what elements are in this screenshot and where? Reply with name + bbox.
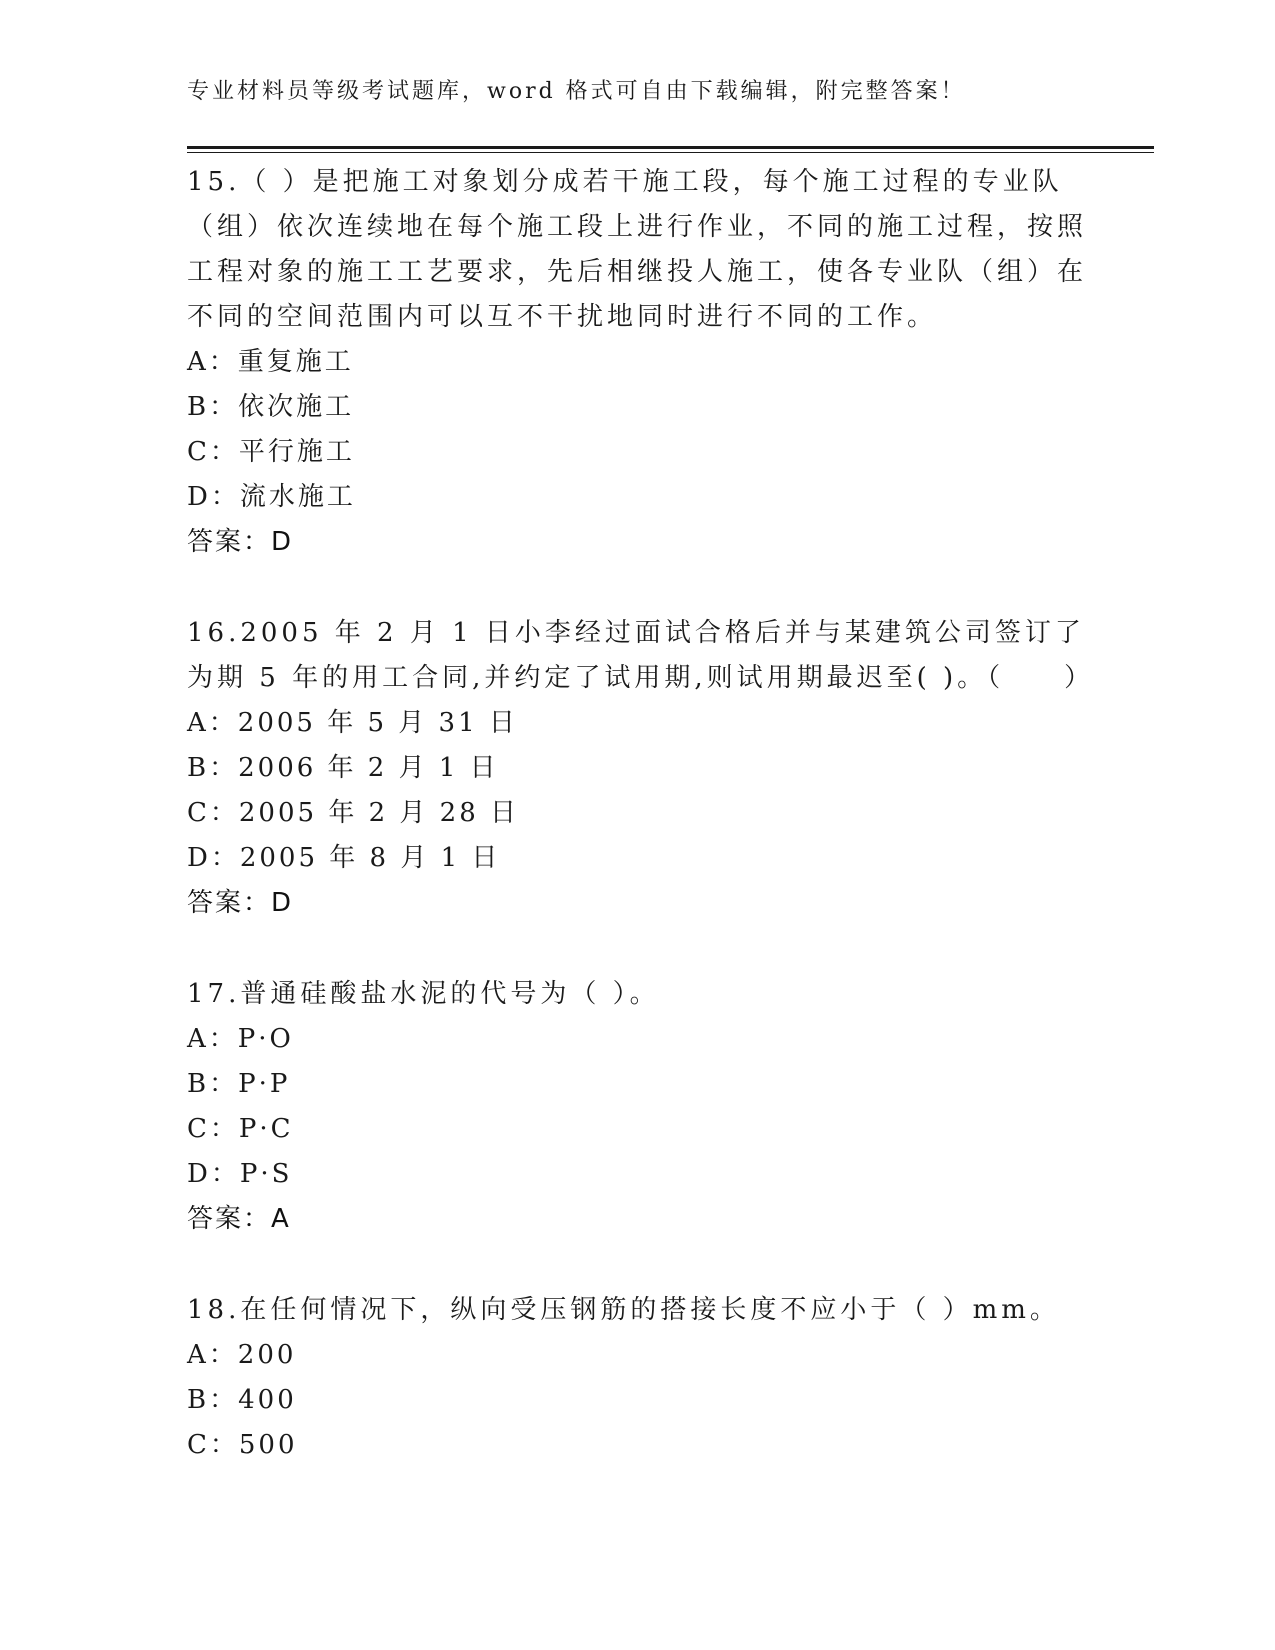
- option-list: [187, 1333, 1087, 1468]
- question-list: [187, 160, 1095, 1514]
- option-a: A：200: [187, 1340, 297, 1370]
- option-c: C：平行施工: [187, 437, 355, 467]
- option-list: [187, 340, 1087, 520]
- answer-label: 答案：A: [187, 1204, 291, 1234]
- option-d: D：2005 年 8 月 1 日: [187, 843, 501, 873]
- option-b: B：400: [187, 1385, 297, 1415]
- option-b: B：P·P: [187, 1069, 291, 1099]
- option-b: B：2006 年 2 月 1 日: [187, 753, 499, 783]
- option-c: C：2005 年 2 月 28 日: [187, 798, 520, 828]
- answer-label: 答案：D: [187, 527, 294, 557]
- option-c: C：500: [187, 1430, 298, 1460]
- option-b: B：依次施工: [187, 392, 355, 422]
- question-stem: 16.2005 年 2 月 1 日小李经过面试合格后并与某建筑公司签订了为期 5 年的用工合同,并约定了试用期,则试用期最迟至( )。（ ）: [187, 618, 1095, 693]
- question-17: [187, 972, 1087, 1242]
- option-d: D：流水施工: [187, 482, 356, 512]
- question-stem: 15.（ ）是把施工对象划分成若干施工段，每个施工过程的专业队（组）依次连续地在每个施工段上进行作业，不同的施工过程，按照工程对象的施工工艺要求，先后相继投人施工，使各专业队（组）在不同的空间范围内可以互不干扰地同时进行不同的工作。: [187, 167, 1088, 332]
- question-stem: 18.在任何情况下，纵向受压钢筋的搭接长度不应小于（ ）mm。: [187, 1295, 1060, 1325]
- page-header-text: 专业材料员等级考试题库，word 格式可自由下载编辑，附完整答案！: [187, 79, 966, 104]
- answer-label: 答案：D: [187, 888, 294, 918]
- header-divider: [187, 146, 1154, 153]
- question-stem: 17.普通硅酸盐水泥的代号为（ ）。: [187, 979, 660, 1009]
- option-c: C：P·C: [187, 1114, 294, 1144]
- option-a: A：P·O: [187, 1024, 294, 1054]
- option-list: [187, 701, 1087, 881]
- option-a: A：重复施工: [187, 347, 354, 377]
- option-d: D：P·S: [187, 1159, 293, 1189]
- question-16: [187, 611, 1095, 926]
- question-15: [187, 160, 1087, 565]
- option-a: A：2005 年 5 月 31 日: [187, 708, 518, 738]
- option-list: [187, 1017, 1087, 1197]
- question-18: [187, 1288, 1087, 1468]
